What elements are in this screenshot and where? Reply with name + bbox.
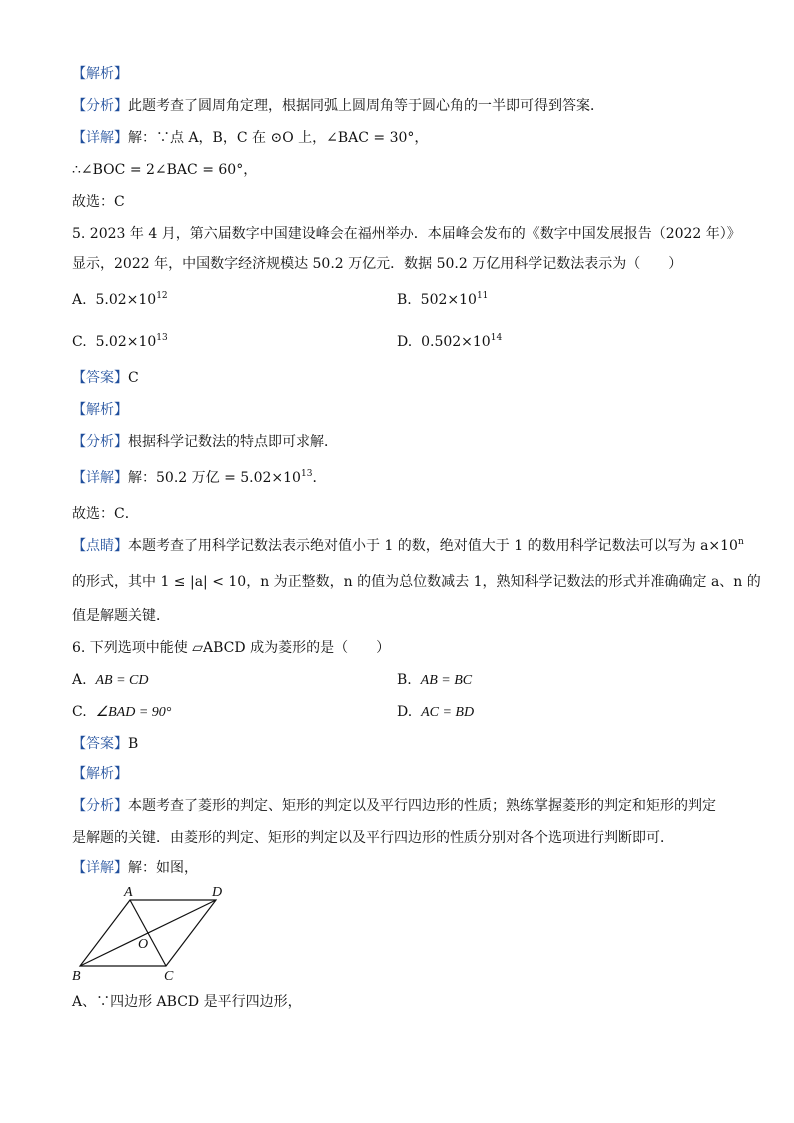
xiangjie-tag: 【详解】 [72, 860, 128, 876]
q6-option-a [72, 670, 148, 691]
diagonal-bd [80, 900, 216, 966]
option-label: A. [72, 292, 87, 308]
q5-dianjing-line2: 的形式，其中 1 ≤ |a| < 10，n 为正整数，n 的值为总位数减去 1，熟知科学记数法的形式并准确确定 a、n 的 [72, 574, 761, 590]
q6-last-line: A、∵四边形 ABCD 是平行四边形， [72, 994, 302, 1010]
option-label: C. [72, 704, 87, 720]
option-exponent: 12 [156, 291, 168, 301]
q5-option-a [72, 290, 168, 310]
dianjing-text: 本题考查了用科学记数法表示绝对值小于 1 的数，绝对值大于 1 的数用科学记数法可以写为 a×10 [128, 538, 738, 554]
label-d: D [212, 885, 223, 900]
option-exponent: 14 [490, 333, 503, 343]
xiangjie-text: 解：50.2 万亿 = 5.02×10 [128, 470, 301, 486]
option-value: 5.02×10 [95, 292, 157, 308]
q5-stem-line2: 显示，2022 年，中国数字经济规模达 50.2 万亿元．数据 50.2 万亿用科学记数法表示为（ ） [72, 256, 683, 272]
answer-value: B [128, 736, 139, 752]
xiangjie-tag: 【详解】 [72, 130, 128, 146]
fenxi-text: 本题考查了菱形的判定、矩形的判定以及平行四边形的性质；熟练掌握菱形的判定和矩形的判定 [128, 798, 716, 814]
label-o: O [138, 937, 149, 952]
q5-analysis-tag: 【解析】 [72, 402, 128, 418]
label-c: C [164, 969, 174, 982]
answer-tag: 【答案】 [72, 370, 128, 386]
q6-xiangjie [72, 858, 198, 878]
q5-option-b [397, 290, 488, 310]
q6-option-b [397, 670, 472, 691]
option-label: B. [397, 292, 412, 308]
fenxi-tag: 【分析】 [72, 98, 128, 114]
q6-fenxi-line1 [72, 796, 716, 816]
dianjing-exponent: n [737, 537, 744, 547]
dianjing-tag: 【点睛】 [72, 538, 128, 554]
option-value: 5.02×10 [95, 334, 157, 350]
option-value: ∠BAD = 90° [95, 705, 172, 720]
label-b: B [72, 969, 81, 982]
fenxi-text: 此题考查了圆周角定理，根据同弧上圆周角等于圆心角的一半即可得到答案． [128, 98, 604, 114]
xiangjie-text: 解：∵点 A，B，C 在 ⊙O 上，∠BAC = 30°， [128, 130, 429, 146]
option-value: AC = BD [421, 705, 475, 720]
answer-value: C [128, 370, 139, 386]
q5-stem-line1: 5. 2023 年 4 月，第六届数字中国建设峰会在福州举办．本届峰会发布的《数字中国发展报告（2022 年）》 [72, 226, 741, 242]
fenxi-text: 根据科学记数法的特点即可求解． [128, 434, 338, 450]
q5-xiangjie [72, 468, 326, 488]
option-value: 502×10 [420, 292, 477, 308]
xiangjie-exponent: 13 [300, 469, 313, 479]
option-exponent: 11 [476, 291, 489, 301]
q6-option-c [72, 702, 171, 723]
choice-line: 故选：C [72, 194, 125, 210]
q5-option-d [397, 332, 502, 352]
option-label: D. [397, 704, 413, 720]
option-label: D. [397, 334, 413, 350]
q5-fenxi [72, 432, 338, 452]
q6-fenxi-line2: 是解题的关键．由菱形的判定、矩形的判定以及平行四边形的性质分别对各个选项进行判断即可． [72, 830, 674, 846]
q6-option-d [397, 702, 474, 723]
xiangjie-text: 解：如图， [128, 860, 198, 876]
option-value: AB = CD [95, 673, 149, 688]
label-a: A [124, 885, 133, 900]
detail-paragraph [72, 128, 428, 148]
fenxi-tag: 【分析】 [72, 434, 128, 450]
option-label: B. [397, 672, 412, 688]
fenxi-tag: 【分析】 [72, 798, 128, 814]
q5-dianjing-line3: 值是解题关键． [72, 608, 170, 624]
option-value: 0.502×10 [421, 334, 491, 350]
q5-dianjing-line1 [72, 536, 744, 556]
analysis-paragraph [72, 96, 604, 116]
option-label: A. [72, 672, 87, 688]
answer-tag: 【答案】 [72, 736, 128, 752]
q6-analysis-tag: 【解析】 [72, 766, 128, 782]
xiangjie-tag: 【详解】 [72, 470, 128, 486]
q6-answer [72, 734, 138, 754]
xiangjie-end: ． [312, 470, 327, 486]
parallelogram-figure [68, 882, 238, 982]
analysis-tag: 【解析】 [72, 66, 128, 82]
q6-stem: 6. 下列选项中能使 ▱ABCD 成为菱形的是（ ） [72, 640, 391, 656]
therefore-line: ∴∠BOC = 2∠BAC = 60°， [72, 162, 258, 178]
option-value: AB = BC [420, 673, 473, 688]
option-exponent: 13 [156, 333, 168, 343]
q5-answer [72, 368, 139, 388]
q5-choice: 故选：C． [72, 506, 139, 522]
option-label: C. [72, 334, 87, 350]
q5-option-c [72, 332, 168, 352]
